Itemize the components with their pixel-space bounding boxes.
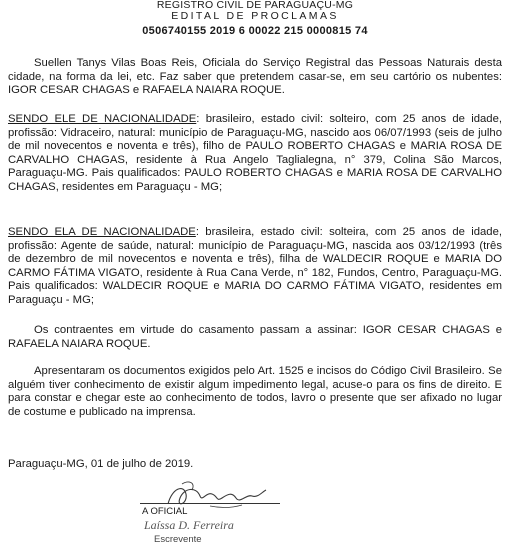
stamp-name: Laíssa D. Ferreira [144, 518, 234, 532]
groom-text: : brasileiro, estado civil: solteiro, com 25 anos de idade, profissão: Vidraceiro, natural: município de Paraguaçu-MG, nascido aos 06/07/1993 (seis de julho de mil novecentos e noventa e três), filho de PAULO ROBERTO CHAGAS e MARIA ROSA DE CARVALHO CHAGAS, residente à Rua Angelo Taglialegna, n° 379, Colina São Marcos, Paraguaçu-MG. Pais qualificados: PAULO ROBERTO CHAGAS e MARIA ROSA DE CARVALHO CHAGAS, residentes em Paraguaçu - MG; [8, 113, 502, 193]
document-title: EDITAL DE PROCLAMAS [171, 10, 339, 22]
groom-lead: SENDO ELE DE NACIONALIDADE [8, 113, 197, 125]
signature-line [140, 503, 280, 504]
stamp-role: Escrevente [154, 534, 202, 545]
document-header [0, 0, 510, 37]
intro-paragraph: Suellen Tanys Vilas Boas Reis, Oficiala do Serviço Registral das Pessoas Naturais desta cidade, na forma da lei, etc. Faz saber que pretendem casar-se, em seu cartório os nubentes: IGOR CESAR CHAGAS e RAFAELA NAIARA ROQUE. [8, 57, 502, 97]
registration-code: 0506740155 2019 6 00022 215 0000815 74 [142, 25, 368, 37]
bride-lead: SENDO ELA DE NACIONALIDADE [8, 226, 196, 238]
registry-name: REGISTRO CIVIL DE PARAGUAÇU-MG [156, 0, 354, 11]
groom-paragraph [8, 113, 502, 195]
closing-paragraph: Apresentaram os documentos exigidos pelo Art. 1525 e incisos do Código Civil Brasileiro. Se alguém tiver conhecimento de existir algum impedimento legal, acuse-o para os fins de direito. E para constar e chegar este ao conhecimento de todos, lavro o presente que ser afixado no lugar de costume e publicado na imprensa. [8, 365, 502, 418]
bride-paragraph [8, 226, 502, 308]
signature-block [140, 478, 290, 548]
date-line: Paraguaçu-MG, 01 de julho de 2019. [8, 458, 194, 470]
contract-paragraph: Os contraentes em virtude do casamento passam a assinar: IGOR CESAR CHAGAS e RAFAELA NAIARA ROQUE. [8, 324, 502, 350]
bride-text: : brasileira, estado civil: solteira, com 25 anos de idade, profissão: Agente de saúde, natural: município de Paraguaçu-MG, nascida aos 03/12/1993 (três de dezembro de mil novecentos e noventa e três), filha de WALDECIR ROQUE e MARIA DO CARMO FÁTIMA VIGATO, residente à Rua Cana Verde, n° 182, Fundos, Centro, Paraguaçu-MG. Pais qualificados: WALDECIR ROQUE e MARIA DO CARMO FÁTIMA VIGATO, residentes em Paraguaçu - MG; [8, 226, 503, 306]
signatory-title: A OFICIAL [142, 506, 188, 517]
